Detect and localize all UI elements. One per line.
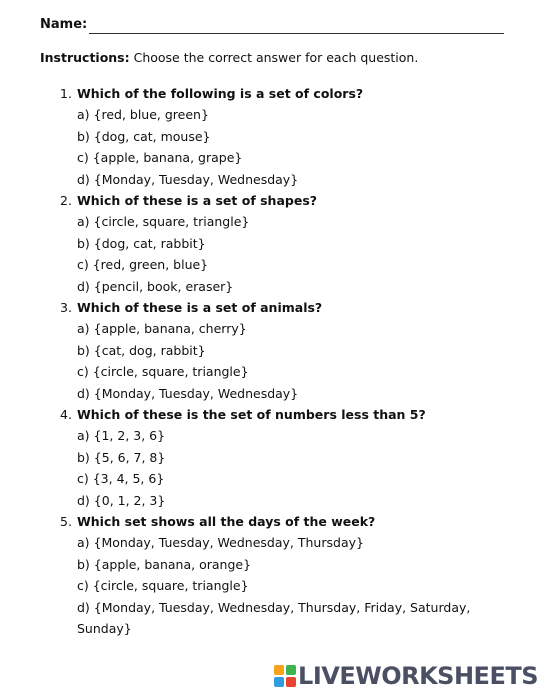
instructions-text: Choose the correct answer for each question. [129,50,419,65]
answer-option[interactable]: a) {circle, square, triangle} [77,214,250,230]
question-2 [0,190,550,297]
question-number: 4. [60,407,72,423]
question-4 [0,404,550,511]
question-text: Which of these is the set of numbers less than 5? [77,407,426,423]
question-line [0,404,550,425]
question-3 [0,297,550,404]
liveworksheets-icon [274,665,296,687]
question-1 [0,83,550,190]
answer-option[interactable]: b) {cat, dog, rabbit} [77,342,206,358]
answer-option[interactable]: c) {circle, square, triangle} [77,578,249,594]
answer-option[interactable]: c) {circle, square, triangle} [77,364,249,380]
question-line [0,83,550,104]
question-text: Which set shows all the days of the week? [77,514,376,530]
question-number: 2. [60,193,72,209]
name-line [89,33,504,34]
name-input[interactable] [89,15,504,33]
question-list [0,83,550,639]
liveworksheets-wordmark: LIVEWORKSHEETS [298,662,538,690]
question-text: Which of these is a set of shapes? [77,193,318,209]
question-line [0,511,550,532]
answer-option[interactable]: b) {5, 6, 7, 8} [77,449,166,465]
answer-option[interactable]: a) {red, blue, green} [77,107,209,123]
answer-option[interactable]: b) {dog, cat, rabbit} [77,235,206,251]
name-label: Name: [40,17,88,32]
answer-option[interactable]: a) {Monday, Tuesday, Wednesday, Thursday} [77,535,364,551]
instructions [40,50,418,65]
question-text: Which of these is a set of animals? [77,300,323,316]
answer-option[interactable]: b) {apple, banana, orange} [77,556,252,572]
answer-option[interactable]: a) {1, 2, 3, 6} [77,428,166,444]
question-number: 3. [60,300,72,316]
answer-option[interactable]: c) {3, 4, 5, 6} [77,471,165,487]
answer-option[interactable]: a) {apple, banana, cherry} [77,321,247,337]
answer-option[interactable]: d) {Monday, Tuesday, Wednesday, Thursday, Friday, Saturday, Sunday} [77,599,471,637]
liveworksheets-logo [274,663,538,689]
answer-option[interactable]: d) {Monday, Tuesday, Wednesday} [77,171,299,187]
question-line [0,190,550,211]
answer-option[interactable]: c) {apple, banana, grape} [77,150,243,166]
question-number: 5. [60,514,72,530]
name-row [40,15,504,35]
question-text: Which of the following is a set of colors? [77,86,364,101]
answer-option[interactable]: d) {Monday, Tuesday, Wednesday} [77,385,299,401]
question-5 [0,511,550,639]
question-number: 1. [60,86,72,101]
answer-option[interactable]: b) {dog, cat, mouse} [77,128,211,144]
question-line [0,297,550,318]
answer-option[interactable]: c) {red, green, blue} [77,257,209,273]
answer-option[interactable]: d) {0, 1, 2, 3} [77,492,166,508]
instructions-label: Instructions: [40,50,130,65]
answer-option[interactable]: d) {pencil, book, eraser} [77,278,234,294]
